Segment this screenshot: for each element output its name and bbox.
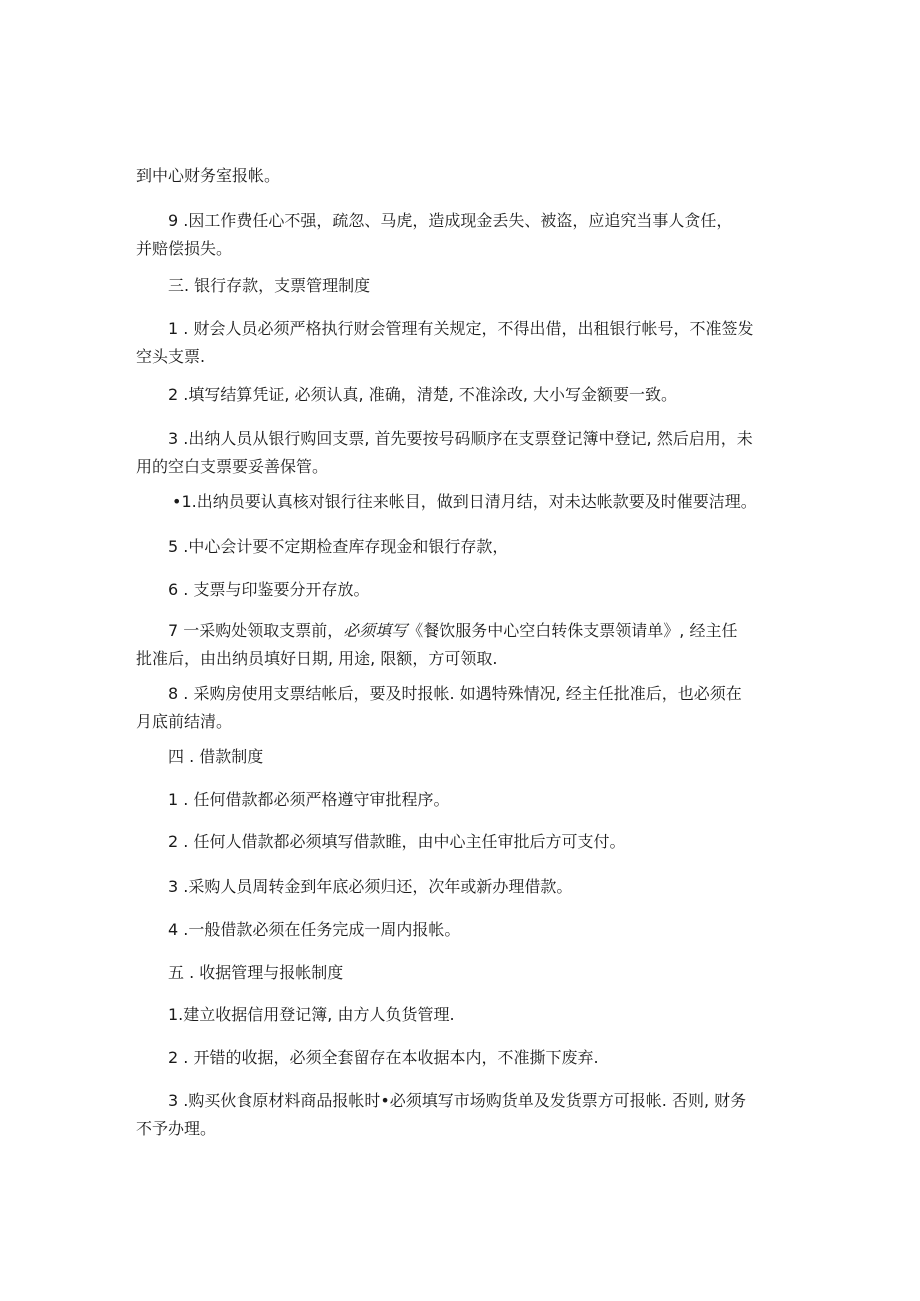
paragraph-3-5 bbox=[168, 533, 828, 561]
text-line: 不予办理。 bbox=[136, 1119, 217, 1138]
paragraph-3-7 bbox=[136, 617, 828, 673]
text-line: 2 .填写结算凭证, 必须认真, 准确，清楚, 不准涂改, 大小写金额要一致。 bbox=[168, 385, 678, 404]
text-line: 4 .一般借款必须在任务完成一周内报帐。 bbox=[168, 920, 461, 939]
paragraph-5-3 bbox=[136, 1087, 828, 1143]
paragraph-3-2 bbox=[168, 381, 828, 409]
text-line bbox=[168, 617, 828, 645]
text-line bbox=[136, 645, 828, 673]
text-line: 1.建立收据信用登记簿, 由方人负货管理. bbox=[168, 1005, 455, 1024]
heading-text: 五 . 收据管理与报帐制度 bbox=[168, 963, 344, 982]
paragraph-continuation bbox=[136, 162, 796, 190]
emphasized-text: 必须填写 bbox=[343, 621, 408, 640]
text-segment: 批准后，由出纳员填好日期, 用途, 限额，方可领取. bbox=[136, 649, 498, 668]
section-heading-5 bbox=[168, 959, 828, 987]
text-line: 5 .中心会计要不定期检查库存现金和银行存款， bbox=[168, 537, 509, 556]
text-line: 3 .购买伙食原材料商品报帐时•必须填写市场购货单及发货票方可报帐. 否则, 财务 bbox=[168, 1091, 747, 1110]
section-heading-3 bbox=[168, 272, 828, 300]
paragraph-3-1 bbox=[136, 315, 828, 371]
paragraph-4-4 bbox=[168, 916, 828, 944]
text-line: 2 . 开错的收据，必须全套留存在本收据本内，不准撕下废弃. bbox=[168, 1048, 599, 1067]
text-line: 月底前结清。 bbox=[136, 712, 233, 731]
text-line: 空头支票. bbox=[136, 347, 206, 366]
paragraph-4-1 bbox=[168, 786, 828, 814]
text-line: 3 .采购人员周转金到年底必须归还，次年或新办理借款。 bbox=[168, 877, 573, 896]
paragraph-3-3 bbox=[136, 425, 828, 481]
text-line: 6 . 支票与印鉴要分开存放。 bbox=[168, 580, 370, 599]
paragraph-3-4 bbox=[172, 488, 832, 516]
paragraph-5-2 bbox=[168, 1044, 828, 1072]
text-line: •1.出纳员要认真核对银行往来帐目，做到日清月结，对未达帐款要及时催要洁理。 bbox=[172, 492, 757, 511]
text-line: 8 . 采购房使用支票结帐后，要及时报帐. 如遇特殊情况, 经主任批准后，也必须在 bbox=[168, 684, 742, 703]
paragraph-3-8 bbox=[136, 680, 828, 736]
text-line: 到中心财务室报帐。 bbox=[136, 166, 281, 185]
section-heading-4 bbox=[168, 743, 828, 771]
text-line: 并赔偿损失。 bbox=[136, 239, 233, 258]
paragraph-item-9 bbox=[136, 207, 828, 263]
paragraph-5-1 bbox=[168, 1001, 828, 1029]
paragraph-3-6 bbox=[168, 576, 828, 604]
heading-text: 三. 银行存款，支票管理制度 bbox=[168, 276, 371, 295]
text-segment: 《餐饮服务中心空白转侏支票领请单》, 经主任 bbox=[407, 621, 738, 640]
paragraph-4-3 bbox=[168, 873, 828, 901]
text-line: 1 . 财会人员必须严格执行财会管理有关规定，不得出借，出租银行帐号，不准签发 bbox=[168, 319, 754, 338]
text-line: 3 .出纳人员从银行购回支票, 首先要按号码顺序在支票登记簿中登记, 然后启用，未 bbox=[168, 429, 753, 448]
text-line: 1 . 任何借款都必须严格遵守审批程序。 bbox=[168, 790, 450, 809]
heading-text: 四 . 借款制度 bbox=[168, 747, 264, 766]
text-line: 9 .因工作费任心不强，疏忽、马虎，造成现金丢失、被盗，应追究当事人贪任， bbox=[168, 211, 733, 230]
text-line: 用的空白支票要妥善保管。 bbox=[136, 457, 329, 476]
text-line: 2 . 任何人借款都必须填写借款睢，由中心主任审批后方可支付。 bbox=[168, 832, 626, 851]
paragraph-4-2 bbox=[168, 828, 828, 856]
text-segment: 7 一采购处领取支票前， bbox=[168, 621, 344, 640]
